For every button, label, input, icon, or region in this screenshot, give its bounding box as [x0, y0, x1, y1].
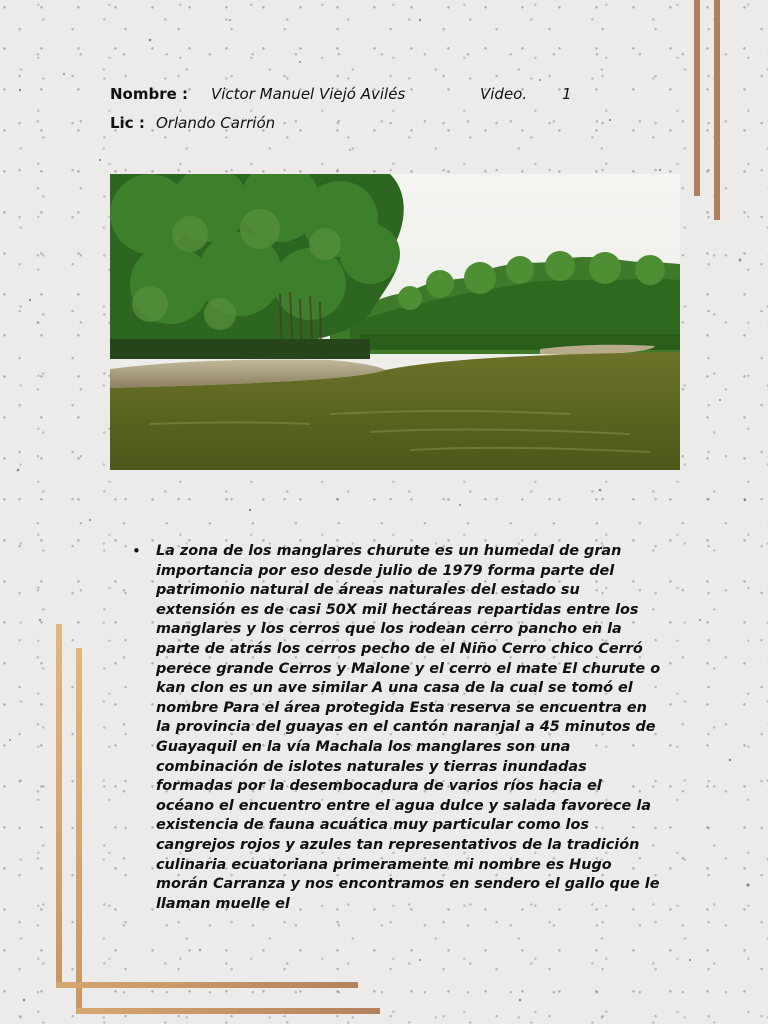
nombre-label: Nombre :: [110, 85, 189, 103]
frame-line-left-1: [56, 624, 62, 988]
lic-label: Lic :: [110, 114, 145, 132]
mangrove-photo: [110, 174, 680, 470]
frame-line-right-1: [694, 0, 700, 196]
lic-value: Orlando Carrión: [156, 114, 276, 132]
video-value: 1: [562, 85, 572, 103]
frame-line-right-2: [714, 0, 720, 220]
body-paragraph: La zona de los manglares churute es un humedal de gran importancia por eso desde julio de 1979 forma parte del patrimonio natural de áreas naturales del estado su extensión es de casi 50X mil hectáreas repartidas entre los manglares y los cerros que los rodean cerro pancho en la parte de atrás los cerros pecho de el Niño Cerro chico Cerró perece grande Cerros y Malone y el cerro el mate El churute o kan clon es un ave similar A una casa de la cual se tomó el nombre Para el área protegida Esta reserva se encuentra en la provincia del guayas en el cantón naranjal a 45 minutos de Guayaquil en la vía Machala los manglares son una combinación de islotes naturales y tierras inundadas formadas por la desembocadura de varios ríos hacia el océano el encuentro entre el agua dulce y salada favorece la existencia de fauna acuática muy particular como los cangrejos rojos y azules tan representativos de la tradición culinaria ecuatoriana primeramente mi nombre es Hugo morán Carranza y nos encontramos en sendero el gallo que le llaman muelle el: [156, 543, 661, 912]
frame-line-left-2: [76, 648, 82, 1014]
video-label: Video.: [480, 85, 528, 103]
frame-line-bottom-2: [76, 1008, 380, 1014]
frame-line-bottom-1: [56, 982, 358, 988]
bullet-marker: •: [132, 542, 141, 560]
nombre-value: Victor Manuel Viejó Avilés: [211, 85, 406, 103]
